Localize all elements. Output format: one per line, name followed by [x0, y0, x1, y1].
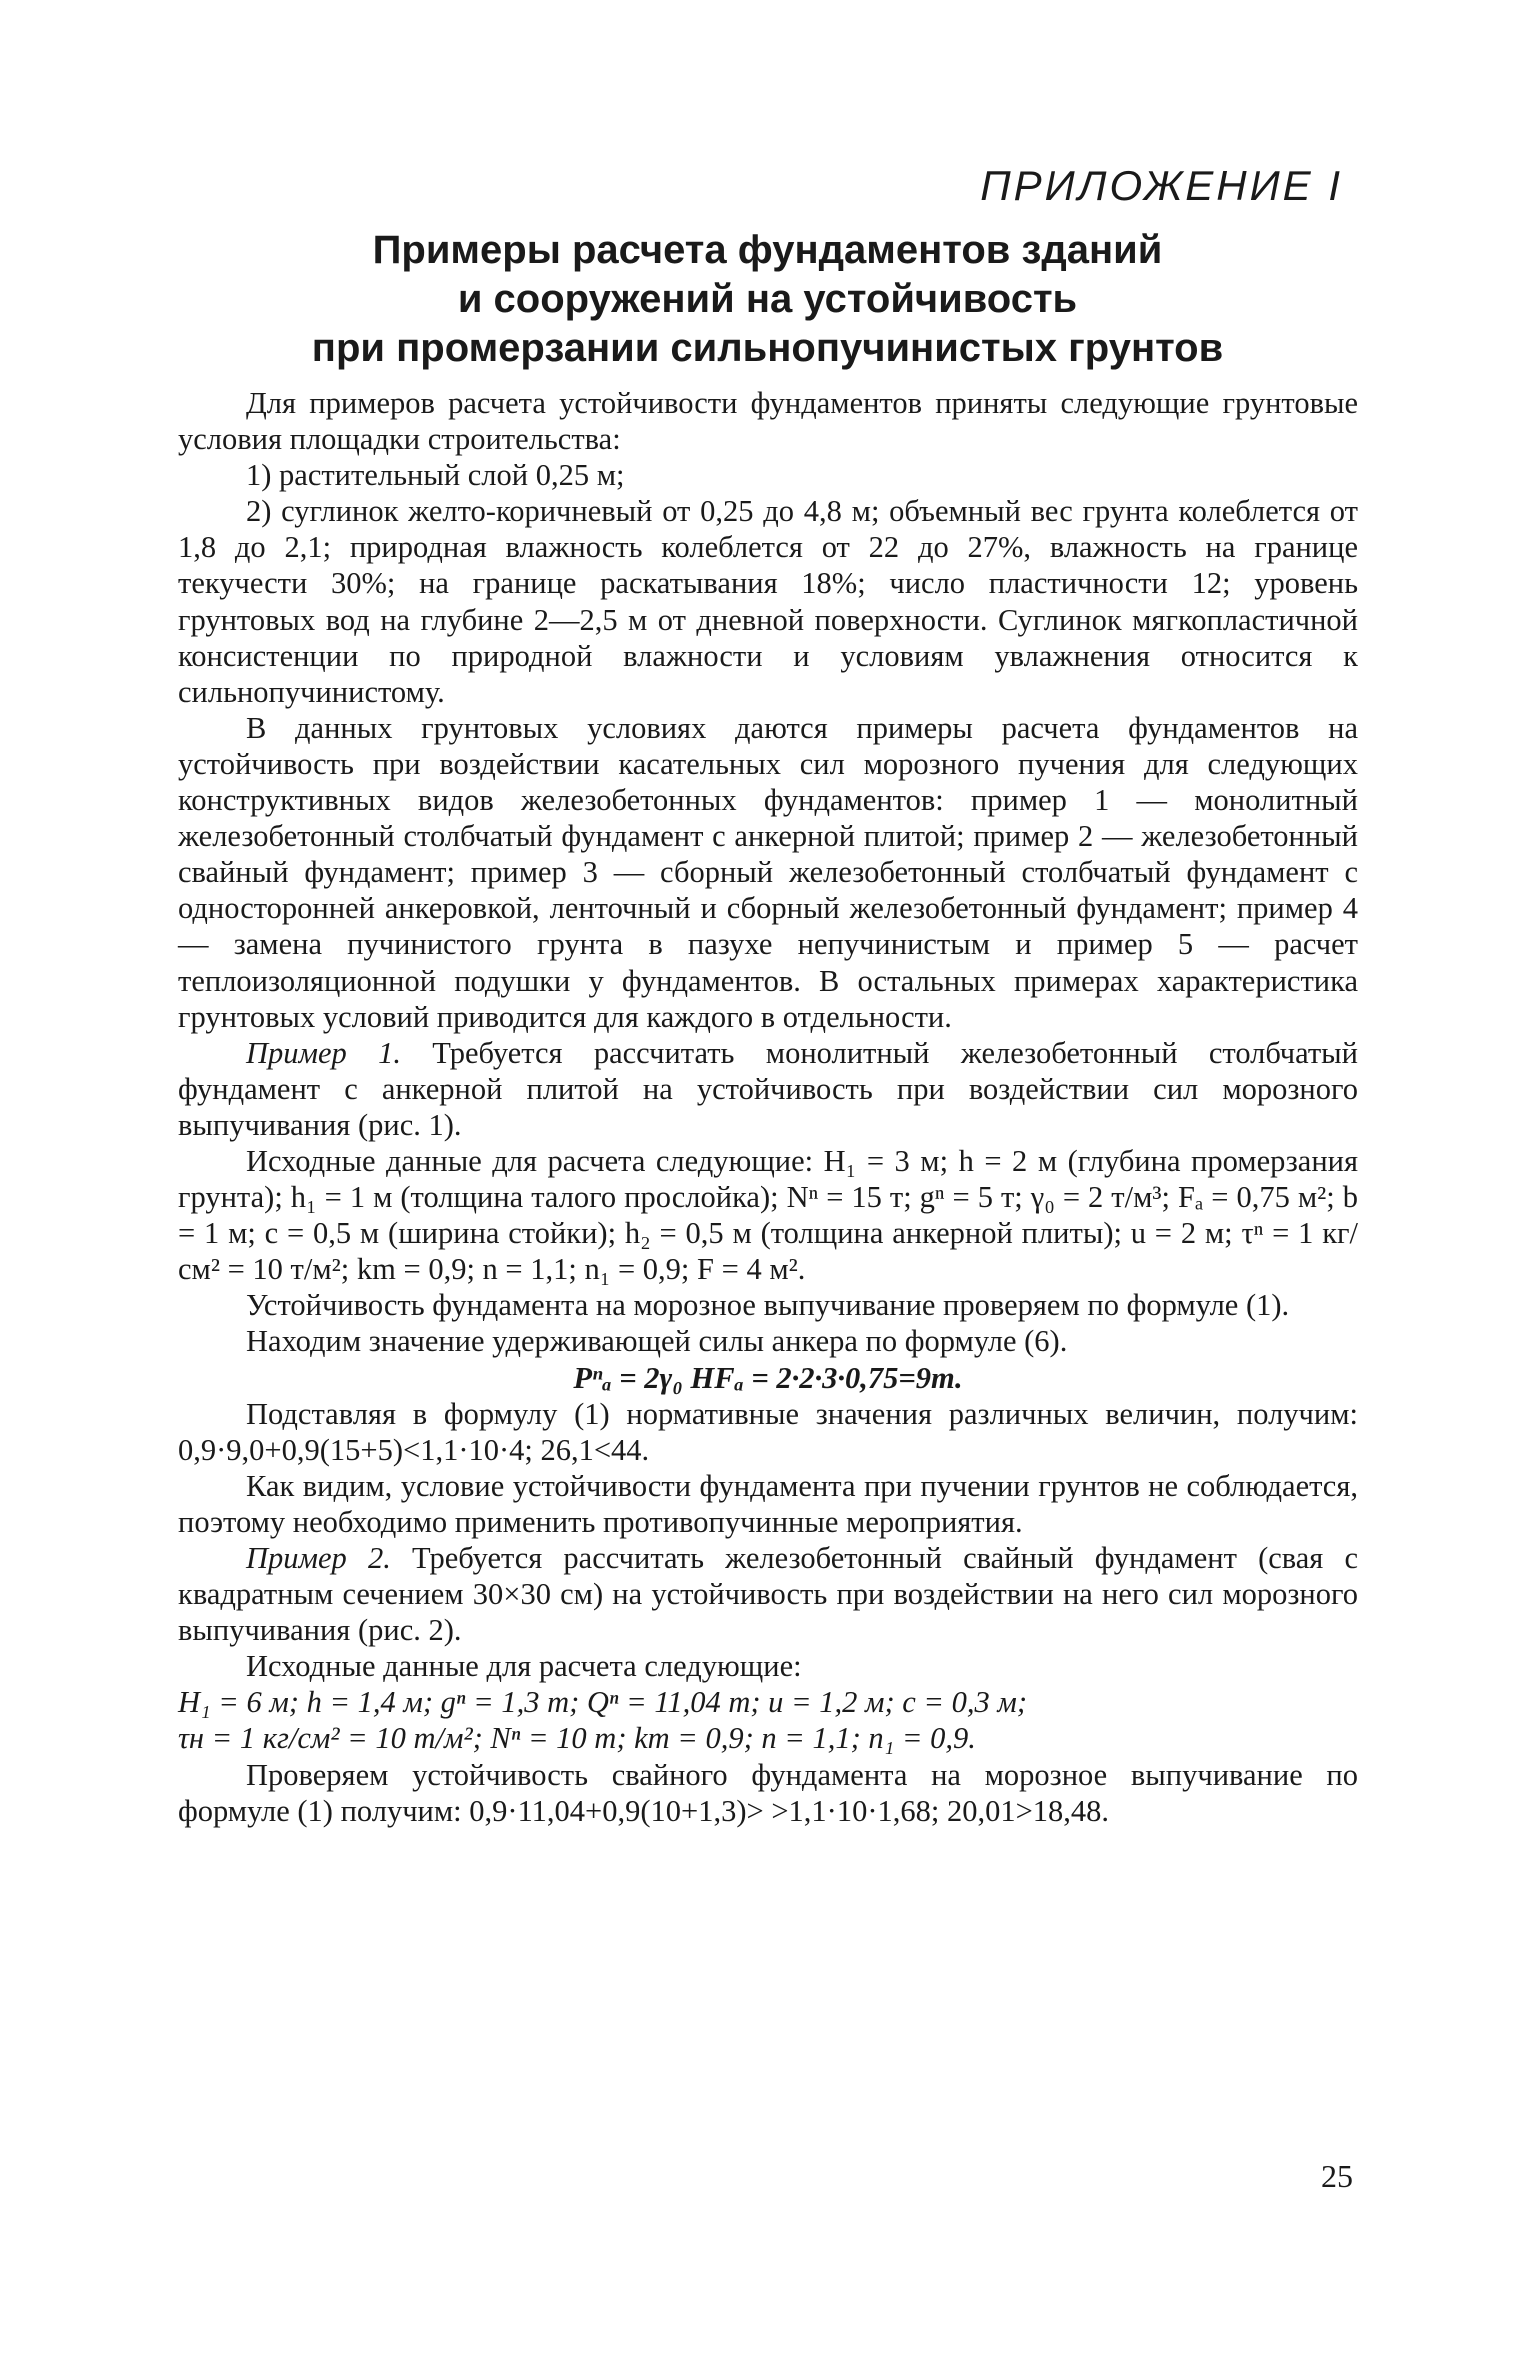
example-1-text: Требуется рассчитать монолитный железобетонный столбчатый фундамент с анкерной плитой на устойчивость при воздействии сил морозного выпучивания (рис. 1). [178, 1035, 1358, 1142]
title-line-1: Примеры расчета фундаментов зданий [372, 228, 1163, 272]
soil-condition-2: 2) суглинок желто-коричневый от 0,25 до 4,8 м; объемный вес грунта колеблется от 1,8 до 2,1; природная влажность колеблется от 22 до 27%, влажность на границе текучести 30%; на границе раскатывания 18%; число пластичности 12; уровень грунтовых вод на глубине 2—2,5 м от дневной поверхности. Суглинок мягкопластичной консистенции по природной влажности и условиям увлажнения относится к сильнопучинистому. [178, 494, 1358, 709]
example-2-label: Пример 2. [246, 1541, 391, 1575]
body-text [178, 385, 1358, 1829]
title-line-2: и сооружений на устойчивость [457, 277, 1078, 321]
soil-condition-1: 1) растительный слой 0,25 м; [246, 458, 625, 493]
example-1-conclusion: Как видим, условие устойчивости фундамента при пучении грунтов не соблюдается, поэтому необходимо применить противопучинные мероприятия. [178, 1468, 1358, 1539]
example-2-data-line-2: τн = 1 кг/см² = 10 т/м²; Nⁿ = 10 т; km = 0,9; n = 1,1; n₁ = 0,9. [178, 1721, 976, 1756]
example-2-data-intro: Исходные данные для расчета следующие: [246, 1649, 802, 1684]
example-1-data: Исходные данные для расчета следующие: H₁ = 3 м; h = 2 м (глубина промерзания грунта); h₁ = 1 м (толщина талого прослойка); Nⁿ = 15 т; gⁿ = 5 т; γ₀ = 2 т/м³; Fₐ = 0,75 м²; b = 1 м; c = 0,5 м (ширина стойки); h₂ = 0,5 м (толщина анкерной плиты); u = 2 м; τⁿ = 1 кг/см² = 10 т/м²; km = 0,9; n = 1,1; n₁ = 0,9; F = 4 м². [178, 1143, 1358, 1287]
examples-overview-paragraph: В данных грунтовых условиях даются примеры расчета фундаментов на устойчивость при воздействии касательных сил морозного пучения для следующих конструктивных видов железобетонных фундаментов: пример 1 — монолитный железобетонный столбчатый фундамент с анкерной плитой; пример 2 — железобетонный свайный фундамент; пример 3 — сборный железобетонный столбчатый фундамент с односторонней анкеровкой, ленточный и сборный железобетонный фундамент; пример 4 — замена пучинистого грунта в пазухе непучинистым и пример 5 — расчет теплоизоляционной подушки у фундаментов. В остальных примерах характеристика грунтовых условий приводится для каждого в отдельности. [178, 710, 1358, 1034]
example-1-formula: Pⁿₐ = 2γ₀ HFₐ = 2·2·3·0,75=9т. [573, 1360, 963, 1395]
example-2-paragraph [178, 1540, 1358, 1648]
example-1-anchor: Находим значение удерживающей силы анкера по формуле (6). [246, 1324, 1068, 1359]
page-number: 25 [1321, 2158, 1353, 2194]
intro-paragraph: Для примеров расчета устойчивости фундаментов приняты следующие грунтовые условия площадки строительства: [178, 386, 1358, 457]
example-1-substitution: Подставляя в формулу (1) нормативные значения различных величин, получим: 0,9·9,0+0,9(15+5)<1,1·10·4; 26,1<44. [178, 1396, 1358, 1467]
page-title [170, 226, 1365, 373]
example-1-check: Устойчивость фундамента на морозное выпучивание проверяем по формуле (1). [246, 1288, 1290, 1323]
example-2-check: Проверяем устойчивость свайного фундамента на морозное выпучивание по формуле (1) получим: 0,9·11,04+0,9(10+1,3)> >1,1·10·1,68; 20,01>18,48. [178, 1757, 1358, 1828]
title-line-3: при промерзании сильнопучинистых грунтов [311, 326, 1224, 370]
example-1-paragraph [178, 1035, 1358, 1143]
example-2-data-line-1: H₁ = 6 м; h = 1,4 м; gⁿ = 1,3 т; Qⁿ = 11,04 т; u = 1,2 м; c = 0,3 м; [178, 1685, 1027, 1720]
example-1-label: Пример 1. [246, 1035, 401, 1070]
appendix-label: ПРИЛОЖЕНИЕ I [980, 162, 1343, 209]
example-2-text: Требуется рассчитать железобетонный свайный фундамент (свая с квадратным сечением 30×30 см) на устойчивость при воздействии на него сил морозного выпучивания (рис. 2). [178, 1541, 1359, 1648]
